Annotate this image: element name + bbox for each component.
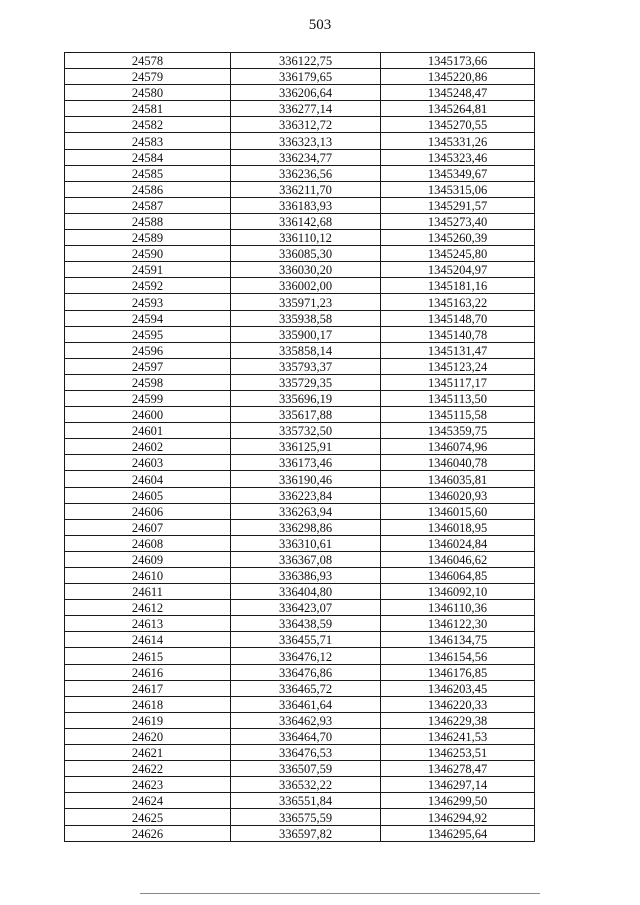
table-row — [65, 117, 535, 133]
table-row — [65, 374, 535, 390]
y-coordinate-cell: 1346241,53 — [381, 728, 535, 744]
y-coordinate-cell: 1346299,50 — [381, 793, 535, 809]
x-coordinate-cell: 336507,59 — [231, 761, 381, 777]
point-number-cell: 24602 — [65, 439, 231, 455]
table-row — [65, 745, 535, 761]
table-row — [65, 294, 535, 310]
table-row — [65, 471, 535, 487]
point-number-cell: 24616 — [65, 664, 231, 680]
point-number-cell: 24579 — [65, 69, 231, 85]
table-row — [65, 342, 535, 358]
table-row — [65, 326, 535, 342]
point-number-cell: 24593 — [65, 294, 231, 310]
point-number-cell: 24621 — [65, 745, 231, 761]
table-row — [65, 246, 535, 262]
x-coordinate-cell: 336455,71 — [231, 632, 381, 648]
table-row — [65, 793, 535, 809]
x-coordinate-cell: 336122,75 — [231, 53, 381, 69]
table-row — [65, 133, 535, 149]
y-coordinate-cell: 1346035,81 — [381, 471, 535, 487]
point-number-cell: 24606 — [65, 503, 231, 519]
y-coordinate-cell: 1345315,06 — [381, 181, 535, 197]
table-row — [65, 728, 535, 744]
table-row — [65, 664, 535, 680]
point-number-cell: 24604 — [65, 471, 231, 487]
table-row — [65, 680, 535, 696]
point-number-cell: 24617 — [65, 680, 231, 696]
table-row — [65, 230, 535, 246]
table-row — [65, 278, 535, 294]
x-coordinate-cell: 336323,13 — [231, 133, 381, 149]
point-number-cell: 24585 — [65, 165, 231, 181]
y-coordinate-cell: 1345248,47 — [381, 85, 535, 101]
x-coordinate-cell: 335729,35 — [231, 374, 381, 390]
x-coordinate-cell: 336206,64 — [231, 85, 381, 101]
x-coordinate-cell: 336404,80 — [231, 584, 381, 600]
y-coordinate-cell: 1345220,86 — [381, 69, 535, 85]
y-coordinate-cell: 1345181,16 — [381, 278, 535, 294]
y-coordinate-cell: 1346015,60 — [381, 503, 535, 519]
y-coordinate-cell: 1345291,57 — [381, 197, 535, 213]
bottom-rule — [140, 893, 540, 894]
point-number-cell: 24578 — [65, 53, 231, 69]
table-row — [65, 712, 535, 728]
y-coordinate-cell: 1346134,75 — [381, 632, 535, 648]
x-coordinate-cell: 336386,93 — [231, 568, 381, 584]
table-row — [65, 503, 535, 519]
y-coordinate-cell: 1346154,56 — [381, 648, 535, 664]
x-coordinate-cell: 336142,68 — [231, 213, 381, 229]
x-coordinate-cell: 336312,72 — [231, 117, 381, 133]
page-number: 503 — [308, 17, 332, 33]
y-coordinate-cell: 1345115,58 — [381, 407, 535, 423]
point-number-cell: 24591 — [65, 262, 231, 278]
table-row — [65, 696, 535, 712]
y-coordinate-cell: 1346024,84 — [381, 535, 535, 551]
y-coordinate-cell: 1346253,51 — [381, 745, 535, 761]
table-row — [65, 101, 535, 117]
point-number-cell: 24582 — [65, 117, 231, 133]
point-number-cell: 24611 — [65, 584, 231, 600]
point-number-cell: 24588 — [65, 213, 231, 229]
table-row — [65, 262, 535, 278]
point-number-cell: 24610 — [65, 568, 231, 584]
table-row — [65, 69, 535, 85]
table-row — [65, 535, 535, 551]
table-row — [65, 825, 535, 841]
x-coordinate-cell: 336179,65 — [231, 69, 381, 85]
table-row — [65, 616, 535, 632]
x-coordinate-cell: 336575,59 — [231, 809, 381, 825]
point-number-cell: 24603 — [65, 455, 231, 471]
x-coordinate-cell: 336551,84 — [231, 793, 381, 809]
y-coordinate-cell: 1346176,85 — [381, 664, 535, 680]
y-coordinate-cell: 1346040,78 — [381, 455, 535, 471]
x-coordinate-cell: 336461,64 — [231, 696, 381, 712]
x-coordinate-cell: 335858,14 — [231, 342, 381, 358]
y-coordinate-cell: 1345260,39 — [381, 230, 535, 246]
x-coordinate-cell: 336002,00 — [231, 278, 381, 294]
point-number-cell: 24599 — [65, 390, 231, 406]
point-number-cell: 24584 — [65, 149, 231, 165]
y-coordinate-cell: 1345349,67 — [381, 165, 535, 181]
table-row — [65, 213, 535, 229]
point-number-cell: 24605 — [65, 487, 231, 503]
point-number-cell: 24612 — [65, 600, 231, 616]
point-number-cell: 24620 — [65, 728, 231, 744]
x-coordinate-cell: 336464,70 — [231, 728, 381, 744]
table-row — [65, 648, 535, 664]
table-row — [65, 809, 535, 825]
y-coordinate-cell: 1345264,81 — [381, 101, 535, 117]
point-number-cell: 24619 — [65, 712, 231, 728]
point-number-cell: 24596 — [65, 342, 231, 358]
y-coordinate-cell: 1345140,78 — [381, 326, 535, 342]
x-coordinate-cell: 336476,12 — [231, 648, 381, 664]
x-coordinate-cell: 336085,30 — [231, 246, 381, 262]
table-row — [65, 407, 535, 423]
y-coordinate-cell: 1346046,62 — [381, 551, 535, 567]
table-row — [65, 85, 535, 101]
y-coordinate-cell: 1346278,47 — [381, 761, 535, 777]
x-coordinate-cell: 336476,53 — [231, 745, 381, 761]
x-coordinate-cell: 335793,37 — [231, 358, 381, 374]
coordinates-table — [64, 52, 535, 842]
y-coordinate-cell: 1346064,85 — [381, 568, 535, 584]
point-number-cell: 24583 — [65, 133, 231, 149]
point-number-cell: 24615 — [65, 648, 231, 664]
y-coordinate-cell: 1345273,40 — [381, 213, 535, 229]
x-coordinate-cell: 336030,20 — [231, 262, 381, 278]
point-number-cell: 24626 — [65, 825, 231, 841]
x-coordinate-cell: 336236,56 — [231, 165, 381, 181]
x-coordinate-cell: 336211,70 — [231, 181, 381, 197]
x-coordinate-cell: 335617,88 — [231, 407, 381, 423]
x-coordinate-cell: 335732,50 — [231, 423, 381, 439]
point-number-cell: 24595 — [65, 326, 231, 342]
table-row — [65, 519, 535, 535]
x-coordinate-cell: 336462,93 — [231, 712, 381, 728]
table-row — [65, 165, 535, 181]
y-coordinate-cell: 1346020,93 — [381, 487, 535, 503]
point-number-cell: 24586 — [65, 181, 231, 197]
y-coordinate-cell: 1346018,95 — [381, 519, 535, 535]
table-row — [65, 358, 535, 374]
y-coordinate-cell: 1345204,97 — [381, 262, 535, 278]
x-coordinate-cell: 336263,94 — [231, 503, 381, 519]
x-coordinate-cell: 335900,17 — [231, 326, 381, 342]
table-row — [65, 584, 535, 600]
point-number-cell: 24594 — [65, 310, 231, 326]
x-coordinate-cell: 336476,86 — [231, 664, 381, 680]
y-coordinate-cell: 1345173,66 — [381, 53, 535, 69]
point-number-cell: 24608 — [65, 535, 231, 551]
point-number-cell: 24592 — [65, 278, 231, 294]
table-row — [65, 551, 535, 567]
x-coordinate-cell: 336183,93 — [231, 197, 381, 213]
point-number-cell: 24580 — [65, 85, 231, 101]
y-coordinate-cell: 1346229,38 — [381, 712, 535, 728]
x-coordinate-cell: 336125,91 — [231, 439, 381, 455]
y-coordinate-cell: 1345113,50 — [381, 390, 535, 406]
y-coordinate-cell: 1345245,80 — [381, 246, 535, 262]
point-number-cell: 24600 — [65, 407, 231, 423]
point-number-cell: 24587 — [65, 197, 231, 213]
x-coordinate-cell: 336234,77 — [231, 149, 381, 165]
table-row — [65, 777, 535, 793]
x-coordinate-cell: 335696,19 — [231, 390, 381, 406]
table-row — [65, 390, 535, 406]
table-row — [65, 197, 535, 213]
x-coordinate-cell: 336423,07 — [231, 600, 381, 616]
table-row — [65, 149, 535, 165]
table-row — [65, 181, 535, 197]
y-coordinate-cell: 1346074,96 — [381, 439, 535, 455]
x-coordinate-cell: 335971,23 — [231, 294, 381, 310]
y-coordinate-cell: 1345131,47 — [381, 342, 535, 358]
point-number-cell: 24581 — [65, 101, 231, 117]
y-coordinate-cell: 1346092,10 — [381, 584, 535, 600]
point-number-cell: 24614 — [65, 632, 231, 648]
table-row — [65, 423, 535, 439]
y-coordinate-cell: 1345331,26 — [381, 133, 535, 149]
table-row — [65, 761, 535, 777]
x-coordinate-cell: 336532,22 — [231, 777, 381, 793]
y-coordinate-cell: 1345123,24 — [381, 358, 535, 374]
y-coordinate-cell: 1345117,17 — [381, 374, 535, 390]
y-coordinate-cell: 1345359,75 — [381, 423, 535, 439]
y-coordinate-cell: 1346220,33 — [381, 696, 535, 712]
point-number-cell: 24597 — [65, 358, 231, 374]
point-number-cell: 24589 — [65, 230, 231, 246]
x-coordinate-cell: 336223,84 — [231, 487, 381, 503]
point-number-cell: 24622 — [65, 761, 231, 777]
point-number-cell: 24625 — [65, 809, 231, 825]
y-coordinate-cell: 1345163,22 — [381, 294, 535, 310]
x-coordinate-cell: 336173,46 — [231, 455, 381, 471]
point-number-cell: 24598 — [65, 374, 231, 390]
x-coordinate-cell: 336310,61 — [231, 535, 381, 551]
y-coordinate-cell: 1346297,14 — [381, 777, 535, 793]
x-coordinate-cell: 336298,86 — [231, 519, 381, 535]
table-row — [65, 455, 535, 471]
table-row — [65, 632, 535, 648]
coordinates-table-body — [65, 53, 535, 842]
y-coordinate-cell: 1346110,36 — [381, 600, 535, 616]
table-row — [65, 53, 535, 69]
point-number-cell: 24601 — [65, 423, 231, 439]
table-row — [65, 310, 535, 326]
table-row — [65, 487, 535, 503]
point-number-cell: 24613 — [65, 616, 231, 632]
point-number-cell: 24609 — [65, 551, 231, 567]
point-number-cell: 24623 — [65, 777, 231, 793]
y-coordinate-cell: 1346203,45 — [381, 680, 535, 696]
point-number-cell: 24590 — [65, 246, 231, 262]
point-number-cell: 24624 — [65, 793, 231, 809]
y-coordinate-cell: 1345148,70 — [381, 310, 535, 326]
x-coordinate-cell: 336438,59 — [231, 616, 381, 632]
x-coordinate-cell: 336110,12 — [231, 230, 381, 246]
x-coordinate-cell: 336367,08 — [231, 551, 381, 567]
table-row — [65, 439, 535, 455]
x-coordinate-cell: 336277,14 — [231, 101, 381, 117]
y-coordinate-cell: 1346122,30 — [381, 616, 535, 632]
y-coordinate-cell: 1346295,64 — [381, 825, 535, 841]
x-coordinate-cell: 336597,82 — [231, 825, 381, 841]
point-number-cell: 24618 — [65, 696, 231, 712]
x-coordinate-cell: 336465,72 — [231, 680, 381, 696]
x-coordinate-cell: 336190,46 — [231, 471, 381, 487]
y-coordinate-cell: 1345323,46 — [381, 149, 535, 165]
table-row — [65, 568, 535, 584]
point-number-cell: 24607 — [65, 519, 231, 535]
x-coordinate-cell: 335938,58 — [231, 310, 381, 326]
table-row — [65, 600, 535, 616]
y-coordinate-cell: 1345270,55 — [381, 117, 535, 133]
y-coordinate-cell: 1346294,92 — [381, 809, 535, 825]
